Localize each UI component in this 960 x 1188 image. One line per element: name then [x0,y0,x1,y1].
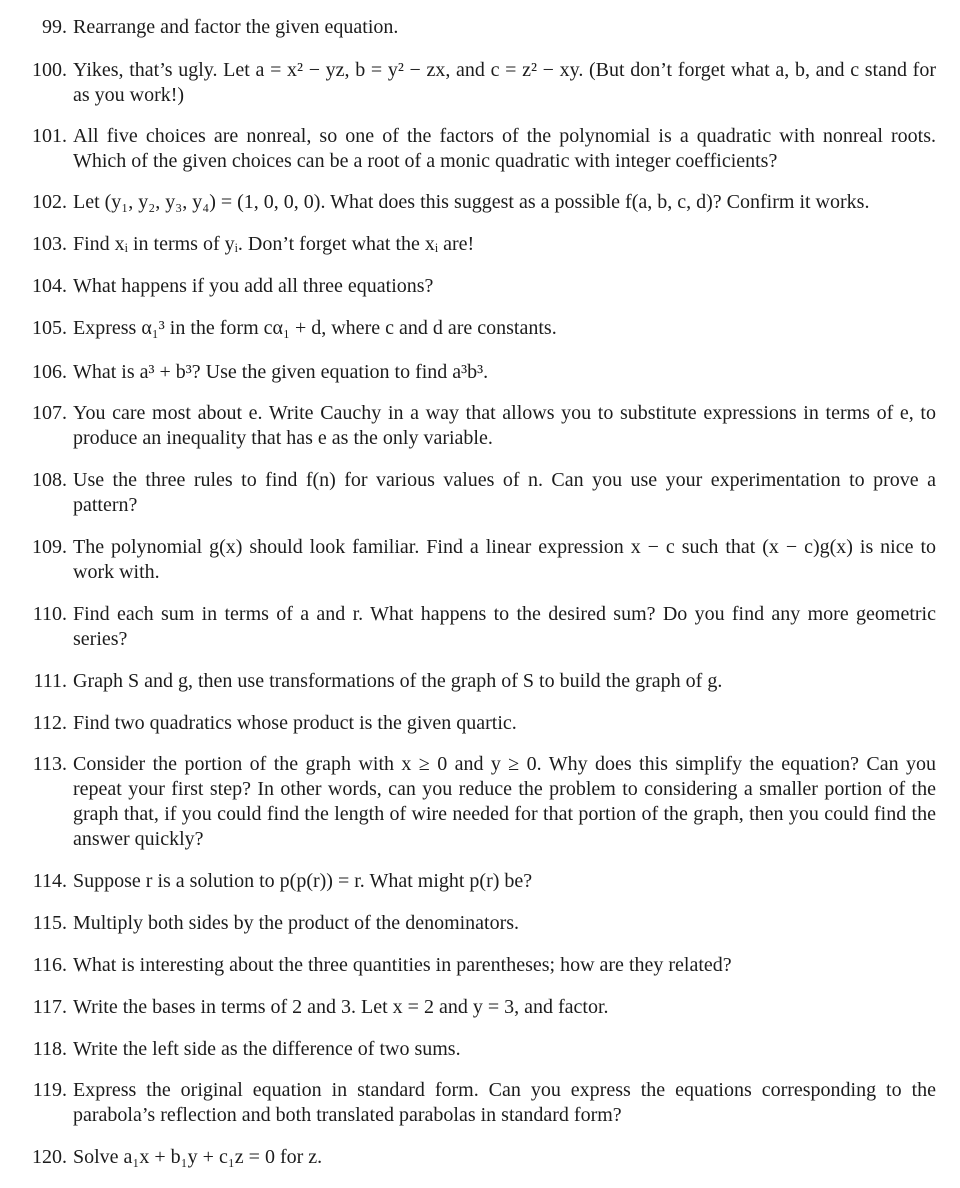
hint-text: Suppose r is a solution to p(p(r)) = r. What might p(r) be? [73,870,533,892]
hint-text: Find xᵢ in terms of yᵢ. Don’t forget what the xᵢ are! [73,233,475,255]
hint-item [22,1145,936,1170]
hint-number: 105. [32,317,67,339]
hint-item [22,232,936,257]
hint-text: Express the original equation in standard form. Can you express the equations corresponding to the parabola’s reflection and both translated parabolas in standard form? [73,1079,936,1126]
hint-number: 118. [32,1038,67,1060]
hint-item [22,911,936,936]
hint-number: 102. [32,191,67,213]
hint-text: Find two quadratics whose product is the given quartic. [73,712,517,734]
hint-number: 107. [32,402,67,424]
hint-text: Let (y₁, y₂, y₃, y₄) = (1, 0, 0, 0). What does this suggest as a possible f(a, b, c, d)? Confirm it works. [73,191,870,213]
hint-number: 113. [32,753,67,775]
hint-text: Find each sum in terms of a and r. What happens to the desired sum? Do you find any more geometric series? [73,603,936,650]
hint-item [22,953,936,978]
hint-item [22,274,936,299]
hint-text: Consider the portion of the graph with x ≥ 0 and y ≥ 0. Why does this simplify the equation? Can you repeat your first step? In other words, can you reduce the problem to considering a smaller portion of the graph that, if you could find the length of wire needed for that portion of the graph, then you could find the answer quickly? [73,753,936,850]
hint-text: Use the three rules to find f(n) for various values of n. Can you use your experimentation to prove a pattern? [73,469,936,516]
hint-number: 116. [32,954,67,976]
hint-number: 111. [33,670,67,692]
hint-number: 99. [42,16,67,38]
hint-number: 106. [32,361,67,383]
hint-number: 101. [32,125,67,147]
hint-number: 115. [32,912,67,934]
hint-number: 104. [32,275,67,297]
hint-item [22,360,936,385]
hint-item [22,124,936,174]
hint-item [22,316,936,341]
hint-item [22,1037,936,1062]
hint-item [22,190,936,215]
hint-text: What happens if you add all three equations? [73,275,434,297]
hint-item [22,1078,936,1128]
hint-number: 114. [32,870,67,892]
hint-number: 119. [32,1079,67,1101]
hint-number: 100. [32,59,67,81]
hint-number: 108. [32,469,67,491]
hint-text: Graph S and g, then use transformations of the graph of S to build the graph of g. [73,670,723,692]
hint-text: All five choices are nonreal, so one of the factors of the polynomial is a quadratic with nonreal roots. Which of the given choices can be a root of a monic quadratic with integer coefficients? [73,125,936,172]
hint-text: Multiply both sides by the product of the denominators. [73,912,520,934]
hint-number: 120. [32,1146,67,1168]
hint-number: 112. [32,712,67,734]
hint-item [22,58,936,108]
hint-number: 109. [32,536,67,558]
hint-text: Solve a₁x + b₁y + c₁z = 0 for z. [73,1146,323,1168]
hint-text: Rearrange and factor the given equation. [73,16,399,38]
hint-item [22,752,936,852]
hint-number: 117. [32,996,67,1018]
hint-item [22,711,936,736]
hint-item [22,15,936,40]
hint-text: The polynomial g(x) should look familiar. Find a linear expression x − c such that (x − c)g(x) is nice to work with. [73,536,936,583]
hint-item [22,602,936,652]
hint-text: Express α₁³ in the form cα₁ + d, where c and d are constants. [73,317,557,339]
hint-item [22,468,936,518]
hint-text: Yikes, that’s ugly. Let a = x² − yz, b = y² − zx, and c = z² − xy. (But don’t forget what a, b, and c stand for as you work!) [73,59,936,106]
hint-text: What is interesting about the three quantities in parentheses; how are they related? [73,954,732,976]
hint-item [22,995,936,1020]
hint-item [22,869,936,894]
hint-item [22,535,936,585]
hint-text: You care most about e. Write Cauchy in a way that allows you to substitute expressions in terms of e, to produce an inequality that has e as the only variable. [73,402,936,449]
hint-number: 103. [32,233,67,255]
hint-number: 110. [32,603,67,625]
hint-item [22,401,936,451]
hint-item [22,669,936,694]
hint-text: Write the bases in terms of 2 and 3. Let x = 2 and y = 3, and factor. [73,996,609,1018]
hint-text: What is a³ + b³? Use the given equation to find a³b³. [73,361,489,383]
hint-text: Write the left side as the difference of two sums. [73,1038,461,1060]
